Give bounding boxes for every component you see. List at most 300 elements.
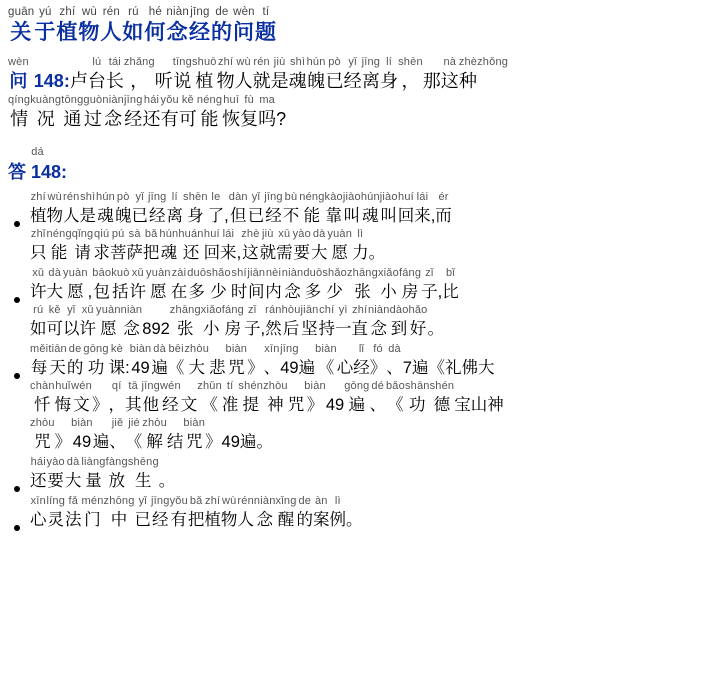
answer-glyph bbox=[304, 380, 326, 417]
pinyin-annotation bbox=[294, 380, 297, 393]
answer-glyph bbox=[301, 304, 319, 341]
answer-glyph bbox=[288, 380, 305, 417]
hanzi-character: 》 bbox=[54, 433, 72, 451]
hanzi-character: 山 bbox=[470, 396, 488, 414]
pinyin-annotation: lí bbox=[386, 56, 393, 68]
hanzi-character: 把 bbox=[187, 511, 205, 529]
answer-glyph bbox=[208, 191, 225, 228]
hanzi-character: 文 bbox=[180, 396, 198, 414]
pinyin-annotation: jīng bbox=[264, 191, 283, 203]
pinyin-annotation: néng bbox=[299, 191, 325, 203]
answer-glyph bbox=[168, 343, 185, 380]
pinyin-annotation: nèi bbox=[265, 267, 282, 279]
pinyin-annotation: néng bbox=[196, 94, 223, 106]
answer-glyph bbox=[201, 304, 222, 341]
pinyin-annotation: huí bbox=[398, 191, 414, 203]
hanzi-character: 经 bbox=[162, 396, 179, 414]
question-line-1 bbox=[8, 56, 695, 94]
pinyin-annotation bbox=[353, 495, 356, 508]
hanzi-character: 、 bbox=[109, 433, 126, 451]
pinyin-annotation: jīng bbox=[147, 191, 167, 203]
answer-glyph bbox=[445, 343, 462, 380]
title-glyph bbox=[211, 6, 233, 46]
pinyin-annotation bbox=[477, 380, 480, 393]
answer-glyph bbox=[184, 343, 209, 380]
pinyin-annotation: xiǎo bbox=[200, 304, 222, 316]
pinyin-annotation bbox=[494, 380, 497, 393]
hanzi-character: 房 bbox=[401, 283, 419, 301]
answer-glyph bbox=[181, 380, 198, 417]
answer-glyph bbox=[303, 267, 322, 304]
pinyin-annotation: gōng bbox=[344, 380, 370, 392]
hanzi-character: 张 bbox=[177, 320, 194, 338]
pinyin-annotation bbox=[468, 343, 471, 356]
answer-line bbox=[30, 304, 695, 341]
hanzi-character: 《 bbox=[387, 396, 404, 414]
answer-glyph bbox=[487, 380, 504, 417]
answer-glyph bbox=[109, 417, 126, 454]
answer-glyph bbox=[378, 267, 399, 304]
answer-glyph bbox=[265, 304, 282, 341]
pinyin-annotation: shí bbox=[231, 267, 247, 279]
hanzi-character: 直 bbox=[351, 320, 368, 338]
hanzi-character: 经 bbox=[343, 71, 362, 91]
hanzi-character: 宝 bbox=[454, 396, 471, 414]
answer-glyph bbox=[260, 228, 277, 265]
hanzi-character: 间 bbox=[248, 283, 265, 301]
hanzi-character: 生 bbox=[135, 472, 152, 490]
pinyin-annotation: zhè bbox=[241, 228, 260, 240]
answer-line bbox=[30, 191, 695, 228]
hanzi-character: 提 bbox=[242, 396, 259, 414]
hanzi-character: 有 bbox=[170, 511, 187, 529]
answer-glyph bbox=[280, 343, 299, 380]
answer-line bbox=[30, 456, 695, 493]
pinyin-annotation: dà bbox=[153, 343, 166, 355]
pinyin-annotation: hǎo bbox=[408, 304, 428, 316]
hanzi-character: ， bbox=[108, 396, 125, 414]
pinyin-annotation: dàn bbox=[228, 191, 248, 203]
hanzi-character: 以 bbox=[63, 320, 80, 338]
hanzi-character: 49 bbox=[325, 396, 345, 414]
hanzi-character: 遍 bbox=[239, 433, 257, 451]
pinyin-annotation: bù bbox=[284, 191, 298, 203]
pinyin-annotation bbox=[434, 304, 437, 317]
pinyin-annotation: yuàn bbox=[146, 267, 171, 279]
pinyin-annotation bbox=[174, 417, 177, 430]
pinyin-annotation bbox=[88, 267, 91, 280]
hanzi-character: 子 bbox=[243, 320, 261, 338]
hanzi-character: 灵 bbox=[47, 511, 65, 529]
hanzi-character: 然 bbox=[265, 320, 282, 338]
pinyin-annotation bbox=[237, 228, 240, 241]
hanzi-character: 听 bbox=[154, 71, 173, 91]
hanzi-character: 49 bbox=[131, 359, 150, 377]
answer-glyph bbox=[247, 343, 264, 380]
hanzi-character: 力 bbox=[352, 244, 369, 262]
pinyin-annotation: shēn bbox=[398, 56, 423, 68]
pinyin-annotation: fó bbox=[373, 343, 383, 355]
pinyin-annotation bbox=[99, 380, 102, 393]
answer-glyph bbox=[427, 304, 444, 341]
pinyin-annotation: jīng bbox=[123, 94, 143, 106]
answer-glyph bbox=[352, 228, 369, 265]
pinyin-annotation: kuàng bbox=[30, 94, 62, 106]
title-glyph bbox=[255, 6, 277, 46]
pinyin-annotation bbox=[343, 343, 346, 356]
answer-glyph bbox=[221, 495, 238, 532]
pinyin-annotation: kuò bbox=[111, 267, 130, 279]
hanzi-character: 经 bbox=[148, 207, 166, 225]
pinyin-annotation: wén bbox=[159, 380, 181, 392]
pinyin-annotation: shēn bbox=[183, 191, 208, 203]
pinyin-annotation: jiān bbox=[247, 267, 266, 279]
pinyin-annotation: biàn bbox=[315, 343, 337, 355]
title-glyph bbox=[233, 6, 255, 46]
answer-list bbox=[0, 191, 703, 532]
answer-glyph bbox=[454, 380, 471, 417]
answer-glyph bbox=[409, 304, 428, 341]
pinyin-annotation: pò bbox=[116, 191, 130, 203]
hanzi-character: 课 bbox=[108, 359, 126, 377]
pinyin-annotation: zhāng bbox=[346, 267, 378, 279]
pinyin-annotation: yǐ bbox=[348, 56, 357, 68]
answer-glyph bbox=[92, 380, 109, 417]
pinyin-annotation: kè bbox=[110, 343, 123, 355]
question-glyph bbox=[70, 56, 88, 94]
question-glyph bbox=[102, 94, 124, 132]
pinyin-annotation bbox=[438, 267, 441, 280]
answer-glyph bbox=[325, 191, 343, 228]
hanzi-character: 长 bbox=[105, 71, 124, 91]
answer-glyph bbox=[247, 267, 265, 304]
answer-glyph bbox=[326, 380, 344, 417]
hanzi-character: 物 bbox=[220, 511, 238, 529]
answer-glyph bbox=[442, 267, 459, 304]
question-glyph bbox=[326, 56, 344, 94]
list-item bbox=[8, 456, 695, 493]
title-glyph bbox=[56, 6, 78, 46]
answer-glyph bbox=[220, 228, 237, 265]
hanzi-character: 况 bbox=[36, 109, 55, 129]
hanzi-character: 已 bbox=[325, 71, 344, 91]
pinyin-annotation bbox=[261, 304, 264, 317]
pinyin-annotation: zhǎng bbox=[123, 56, 155, 68]
pinyin-annotation: yào bbox=[292, 228, 311, 240]
pinyin-annotation: rú bbox=[128, 6, 139, 18]
pinyin-annotation bbox=[430, 56, 433, 69]
hanzi-character: 醒 bbox=[277, 511, 295, 529]
pinyin-annotation: dà bbox=[312, 228, 326, 240]
hanzi-character: 时 bbox=[230, 283, 248, 301]
hanzi-character: 念 bbox=[123, 320, 140, 338]
question-number bbox=[29, 56, 70, 94]
answer-line bbox=[30, 228, 695, 265]
answer-glyph bbox=[380, 191, 398, 228]
answer-glyph bbox=[343, 191, 361, 228]
pinyin-annotation: yuàn bbox=[327, 228, 353, 240]
hanzi-character: 魂 bbox=[160, 244, 178, 262]
pinyin-annotation: de bbox=[298, 495, 312, 507]
hanzi-character: 身 bbox=[187, 207, 204, 225]
hanzi-character: 回 bbox=[397, 207, 415, 225]
answer-glyph bbox=[47, 304, 64, 341]
pinyin-annotation: dé bbox=[371, 380, 385, 392]
pinyin-annotation: zhǒng bbox=[477, 56, 509, 68]
hanzi-character: 人 bbox=[234, 71, 253, 91]
answer-glyph bbox=[405, 380, 430, 417]
pinyin-annotation: hái bbox=[30, 456, 46, 468]
pinyin-annotation bbox=[435, 343, 438, 356]
answer-glyph bbox=[353, 343, 370, 380]
answer-glyph bbox=[222, 304, 244, 341]
hanzi-character: 大 bbox=[64, 472, 82, 490]
answer-glyph bbox=[471, 380, 488, 417]
hanzi-character: 已 bbox=[131, 207, 148, 225]
hanzi-character: 身 bbox=[380, 71, 399, 91]
answer-glyph bbox=[368, 304, 390, 341]
hanzi-character: 中 bbox=[110, 511, 128, 529]
pinyin-annotation: biàn bbox=[129, 343, 152, 355]
pinyin-annotation bbox=[187, 380, 190, 393]
hanzi-character: 物 bbox=[216, 71, 235, 91]
answer-glyph bbox=[256, 417, 273, 454]
answer-glyph bbox=[30, 417, 55, 454]
hanzi-character: 文 bbox=[73, 396, 90, 414]
pinyin-annotation bbox=[485, 343, 488, 356]
list-item bbox=[8, 343, 695, 454]
hanzi-character: 》 bbox=[91, 396, 109, 414]
hanzi-character: 还 bbox=[142, 109, 161, 129]
answer-glyph bbox=[478, 343, 495, 380]
pinyin-annotation: hún bbox=[360, 191, 380, 203]
hanzi-character: 解 bbox=[146, 433, 163, 451]
hanzi-character: 7 bbox=[402, 359, 412, 377]
question-glyph bbox=[222, 94, 240, 132]
pinyin-annotation: tí bbox=[226, 380, 234, 392]
pinyin-annotation: bǎo bbox=[385, 380, 405, 392]
answer-glyph bbox=[183, 191, 208, 228]
pinyin-annotation: jiào bbox=[342, 191, 361, 203]
hanzi-character: 多 bbox=[304, 283, 322, 301]
pinyin-annotation: àn bbox=[314, 495, 328, 507]
pinyin-annotation: xū bbox=[278, 228, 291, 240]
question-glyph bbox=[8, 94, 30, 132]
hanzi-character: 情 bbox=[10, 109, 29, 129]
hanzi-character: 能 bbox=[200, 109, 219, 129]
answer-glyph bbox=[130, 343, 152, 380]
hanzi-character: 台 bbox=[87, 71, 106, 91]
hanzi-character: 不 bbox=[282, 207, 300, 225]
hanzi-character: 《 bbox=[317, 359, 335, 377]
answer-glyph bbox=[170, 495, 188, 532]
hanzi-character: 已 bbox=[247, 207, 265, 225]
answer-glyph bbox=[435, 191, 452, 228]
pinyin-annotation bbox=[431, 191, 434, 204]
question-glyph bbox=[30, 94, 61, 132]
answer-glyph bbox=[238, 380, 263, 417]
title-glyph bbox=[34, 6, 56, 46]
answer-glyph bbox=[399, 267, 421, 304]
answer-glyph bbox=[299, 191, 324, 228]
hanzi-character: 准 bbox=[221, 396, 239, 414]
answer-glyph bbox=[110, 228, 127, 265]
hanzi-character: 经 bbox=[124, 109, 143, 129]
answer-glyph bbox=[361, 191, 380, 228]
hanzi-character: 说 bbox=[173, 71, 192, 91]
answer-glyph bbox=[231, 267, 248, 304]
pinyin-annotation: shēng bbox=[127, 456, 159, 468]
hanzi-character: 括 bbox=[112, 283, 129, 301]
hanzi-character: 。 bbox=[256, 433, 273, 451]
hanzi-character: 咒 bbox=[34, 433, 51, 451]
pinyin-annotation: shuō bbox=[191, 56, 217, 68]
pinyin-annotation: shén bbox=[429, 380, 455, 392]
answer-glyph bbox=[209, 343, 226, 380]
answer-glyph bbox=[65, 456, 82, 493]
pinyin-annotation: zhí bbox=[205, 495, 221, 507]
hanzi-character: 经 bbox=[152, 511, 169, 529]
pinyin-annotation: zhí bbox=[217, 56, 234, 68]
hanzi-character: 就 bbox=[252, 71, 271, 91]
answer-glyph bbox=[159, 456, 176, 493]
hanzi-character: 》 bbox=[205, 433, 222, 451]
hanzi-character: 物 bbox=[46, 207, 63, 225]
pinyin-annotation: de bbox=[68, 343, 82, 355]
answer-glyph bbox=[96, 191, 115, 228]
hanzi-character: ， bbox=[401, 71, 420, 91]
pinyin-annotation: wén bbox=[71, 380, 92, 392]
pinyin-annotation: bǐ bbox=[446, 267, 455, 279]
answer-glyph bbox=[171, 267, 188, 304]
pinyin-annotation: zhòu bbox=[142, 417, 167, 429]
pinyin-annotation: wèn bbox=[8, 56, 29, 68]
pinyin-annotation: wù bbox=[221, 495, 237, 507]
pinyin-annotation: tōng bbox=[61, 94, 84, 106]
pinyin-annotation: ma bbox=[259, 94, 275, 106]
pinyin-annotation: hòu bbox=[281, 304, 301, 316]
hanzi-character: 的 bbox=[296, 511, 314, 529]
hanzi-character: 包 bbox=[93, 283, 110, 301]
hanzi-character: , bbox=[87, 283, 93, 301]
pinyin-annotation: lì bbox=[357, 228, 364, 240]
question-glyph bbox=[61, 94, 83, 132]
hanzi-character: 好 bbox=[409, 320, 427, 338]
question-glyph bbox=[173, 56, 192, 94]
pinyin-annotation: kě bbox=[48, 304, 61, 316]
answer-glyph bbox=[241, 228, 259, 265]
answer-glyph bbox=[142, 417, 167, 454]
question-glyph bbox=[253, 56, 271, 94]
pinyin-annotation: jiān bbox=[300, 304, 319, 316]
pinyin-annotation: duō bbox=[303, 267, 323, 279]
hanzi-character: 德 bbox=[433, 396, 451, 414]
answer-glyph bbox=[237, 495, 254, 532]
hanzi-character: 恢 bbox=[222, 109, 241, 129]
hanzi-character: 这 bbox=[440, 71, 459, 91]
answer-glyph bbox=[337, 343, 354, 380]
list-item bbox=[8, 495, 695, 532]
hanzi-character: 多 bbox=[188, 283, 205, 301]
answer-glyph bbox=[82, 495, 104, 532]
pinyin-annotation: zhòu bbox=[30, 417, 55, 429]
hanzi-character: 吗 bbox=[258, 109, 277, 129]
pinyin-annotation: xǔ bbox=[131, 267, 144, 279]
pinyin-annotation: yǐ bbox=[251, 191, 261, 203]
pinyin-annotation: qiú bbox=[94, 228, 110, 240]
answer-glyph bbox=[313, 495, 330, 532]
answer-glyph bbox=[93, 228, 110, 265]
hanzi-character: 念 bbox=[370, 320, 388, 338]
pinyin-annotation: rú bbox=[33, 304, 44, 316]
pinyin-annotation bbox=[247, 417, 250, 430]
question-glyph bbox=[276, 94, 286, 132]
pinyin-annotation: hún bbox=[96, 191, 115, 203]
hanzi-character: 如 bbox=[122, 21, 145, 44]
hanzi-character: 大 bbox=[477, 359, 495, 377]
hanzi-character: 。 bbox=[346, 511, 363, 529]
hanzi-character: 内 bbox=[265, 283, 282, 301]
answer-glyph bbox=[226, 343, 248, 380]
question-glyph bbox=[88, 56, 106, 94]
title-glyph bbox=[78, 6, 100, 46]
title-ruby-line bbox=[8, 6, 695, 46]
pinyin-annotation: fù bbox=[244, 94, 254, 106]
pinyin-annotation: jīng bbox=[190, 6, 210, 18]
hanzi-character: 功 bbox=[409, 396, 426, 414]
hanzi-character: 》 bbox=[247, 359, 264, 377]
pinyin-annotation: biàn bbox=[225, 343, 248, 355]
hanzi-character: 魂 bbox=[362, 207, 379, 225]
answer-glyph bbox=[47, 228, 72, 265]
pinyin-annotation: hún bbox=[159, 228, 179, 240]
question-glyph bbox=[143, 94, 161, 132]
answer-glyph bbox=[126, 417, 143, 454]
hanzi-character: 遍 bbox=[151, 359, 168, 377]
hanzi-character: 。 bbox=[427, 320, 444, 338]
pinyin-annotation bbox=[48, 56, 51, 69]
pinyin-annotation: ér bbox=[438, 191, 449, 203]
hanzi-character: 许 bbox=[30, 283, 47, 301]
pinyin-annotation: xīn bbox=[264, 343, 280, 355]
hanzi-character: 念 bbox=[256, 511, 273, 529]
answer-glyph bbox=[244, 304, 261, 341]
pinyin-annotation: qǐng bbox=[71, 228, 94, 240]
pinyin-annotation: yǐ bbox=[135, 191, 144, 203]
answer-glyph bbox=[72, 228, 94, 265]
answer-glyph bbox=[142, 304, 170, 341]
hanzi-character: 一 bbox=[334, 320, 352, 338]
hanzi-character: 每 bbox=[30, 359, 48, 377]
pinyin-annotation: huí bbox=[203, 228, 220, 240]
hanzi-character: 放 bbox=[108, 472, 125, 490]
pinyin-annotation: guò bbox=[83, 94, 103, 106]
pinyin-annotation: líng bbox=[46, 495, 66, 507]
pinyin-annotation: huǐ bbox=[55, 380, 71, 392]
answer-glyph bbox=[293, 228, 311, 265]
pinyin-annotation: tā bbox=[128, 380, 138, 392]
hanzi-character: 魄 bbox=[307, 71, 326, 91]
hanzi-character: 过 bbox=[83, 109, 102, 129]
answer-glyph bbox=[81, 456, 105, 493]
pinyin-annotation bbox=[461, 380, 464, 393]
hanzi-character: : bbox=[125, 359, 130, 377]
answer-glyph bbox=[264, 343, 281, 380]
pinyin-annotation: mén bbox=[81, 495, 104, 507]
hanzi-character: 还 bbox=[182, 244, 200, 262]
pinyin-annotation: qíng bbox=[8, 94, 31, 106]
answer-glyph bbox=[159, 228, 178, 265]
